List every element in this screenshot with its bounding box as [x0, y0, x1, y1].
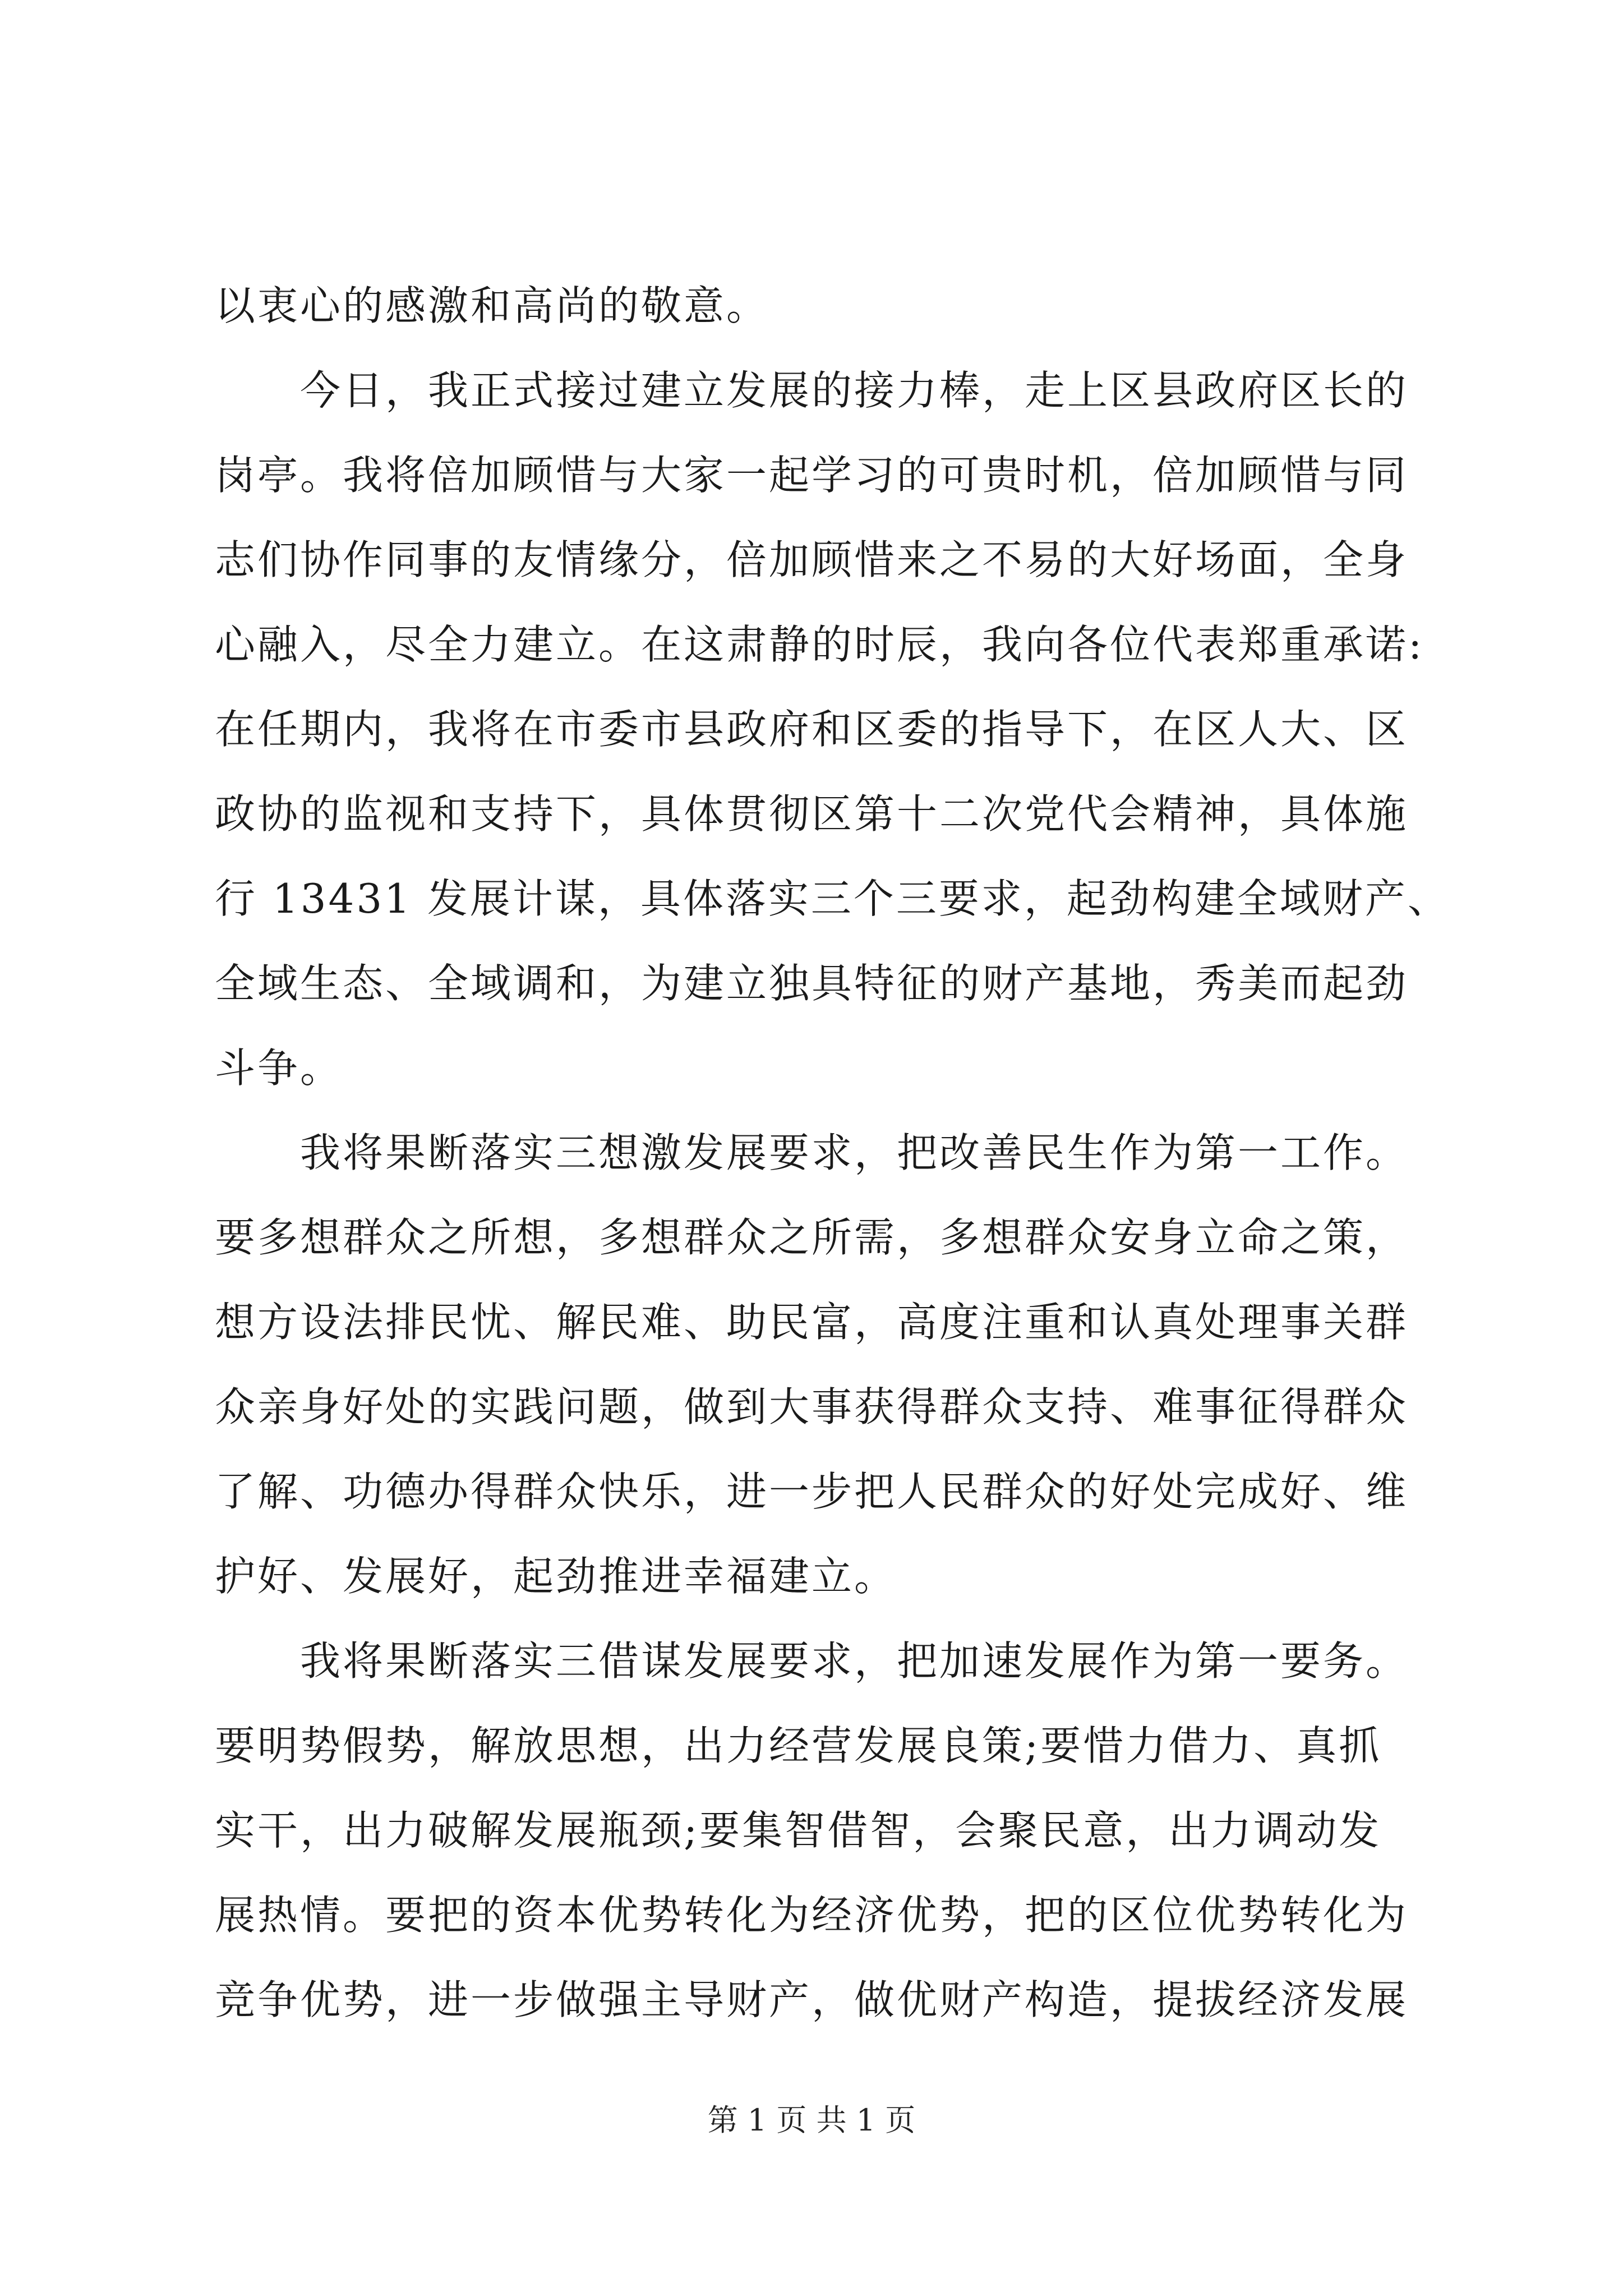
page-footer: 第 1 页 共 1 页: [707, 2102, 916, 2138]
text-line: 今日，我正式接过建立发展的接力棒，走上区县政府区长的: [300, 367, 1409, 414]
text-line: 在任期内，我将在市委市县政府和区委的指导下，在区人大、区: [215, 706, 1409, 753]
text-line: 全域生态、全域调和，为建立独具特征的财产基地，秀美而起劲: [215, 960, 1409, 1007]
text-line: 心融入，尽全力建立。在这肃静的时辰，我向各位代表郑重承诺:: [215, 621, 1424, 668]
text-line: 展热情。要把的资本优势转化为经济优势，把的区位优势转化为: [215, 1892, 1409, 1939]
text-line: 志们协作同事的友情缘分，倍加顾惜来之不易的大好场面，全身: [215, 536, 1409, 583]
text-line: 行 13431 发展计谋，具体落实三个三要求，起劲构建全域财产、: [215, 875, 1450, 922]
text-line: 了解、功德办得群众快乐，进一步把人民群众的好处完成好、维: [215, 1468, 1409, 1515]
text-line: 想方设法排民忧、解民难、助民富，高度注重和认真处理事关群: [215, 1299, 1409, 1346]
text-line: 我将果断落实三想激发展要求，把改善民生作为第一工作。: [300, 1129, 1409, 1176]
body-text: [215, 264, 1450, 2042]
text-line: 要明势假势，解放思想，出力经营发展良策;要惜力借力、真抓: [215, 1722, 1382, 1769]
text-line: 我将果断落实三借谋发展要求，把加速发展作为第一要务。: [300, 1637, 1409, 1685]
text-line: 要多想群众之所想，多想群众之所需，多想群众安身立命之策，: [215, 1214, 1409, 1261]
text-line: 以衷心的感激和高尚的敬意。: [215, 282, 769, 329]
text-line: 实干，出力破解发展瓶颈;要集智借智，会聚民意，出力调动发: [215, 1807, 1382, 1854]
text-line: 岗亭。我将倍加顾惜与大家一起学习的可贵时机，倍加顾惜与同: [215, 452, 1409, 499]
text-line: 政协的监视和支持下，具体贯彻区第十二次党代会精神，具体施: [215, 790, 1409, 838]
text-line: 护好、发展好，起劲推进幸福建立。: [215, 1553, 897, 1600]
text-line: 众亲身好处的实践问题，做到大事获得群众支持、难事征得群众: [215, 1383, 1409, 1430]
text-line: 竞争优势，进一步做强主导财产，做优财产构造，提拔经济发展: [215, 1976, 1409, 2023]
text-line: 斗争。: [215, 1045, 343, 1092]
